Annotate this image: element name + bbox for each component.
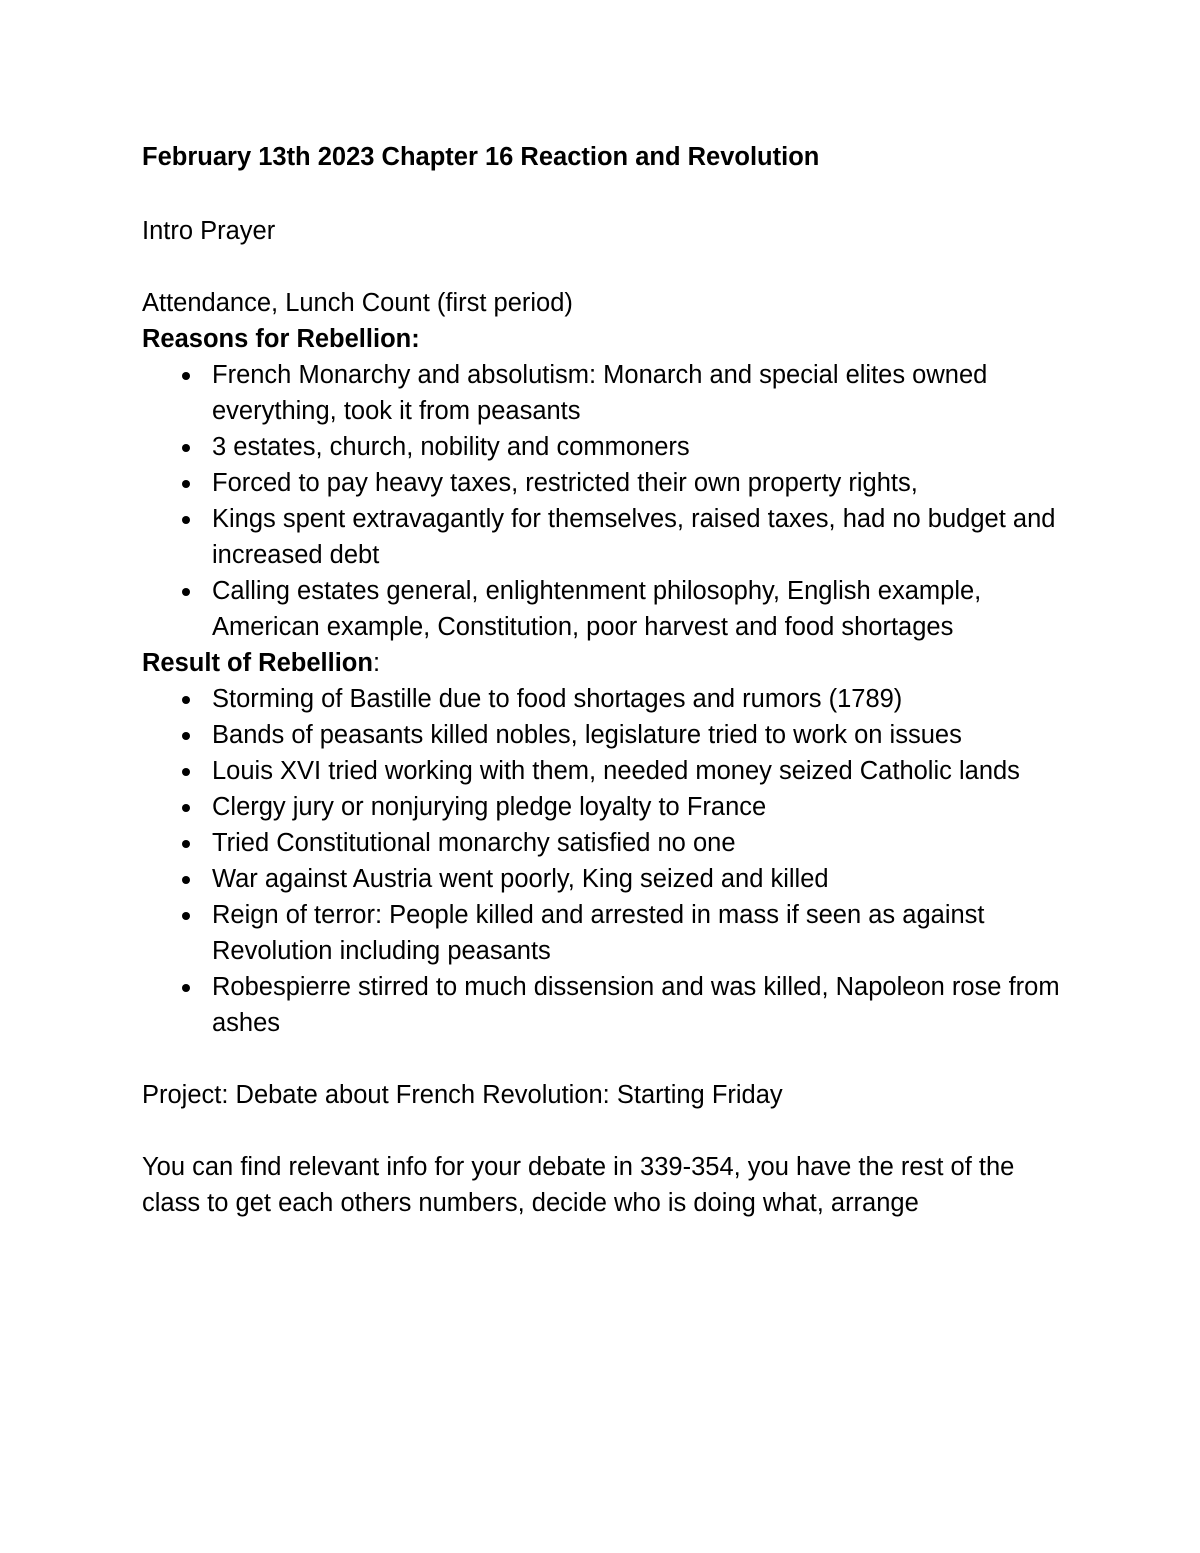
bullet-icon: [182, 588, 190, 596]
bullet-icon: [182, 696, 190, 704]
list-item: [142, 897, 1062, 969]
list-item-text: Clergy jury or nonjurying pledge loyalty to France: [212, 793, 767, 821]
list-item-text: Kings spent extravagantly for themselves, raised taxes, had no budget and increased debt: [212, 505, 1056, 569]
bullet-icon: [182, 480, 190, 488]
reasons-list: [142, 357, 1062, 645]
list-item: [142, 717, 1062, 753]
list-item: [142, 753, 1062, 789]
list-item: [142, 681, 1062, 717]
bullet-icon: [182, 984, 190, 992]
list-item-text: Forced to pay heavy taxes, restricted their own property rights,: [212, 469, 918, 497]
list-item-text: Louis XVI tried working with them, needed money seized Catholic lands: [212, 757, 1020, 785]
results-heading-text: Result of Rebellion: [142, 649, 373, 677]
closing-paragraph: You can find relevant info for your debate in 339-354, you have the rest of the class to get each others numbers, decide who is doing what, arrange: [142, 1153, 1015, 1217]
list-item: [142, 825, 1062, 861]
list-item: [142, 465, 1062, 501]
project-line: Project: Debate about French Revolution: Starting Friday: [142, 1081, 783, 1109]
intro-line: Intro Prayer: [142, 217, 276, 245]
list-item: [142, 357, 1062, 429]
bullet-icon: [182, 876, 190, 884]
list-item: [142, 861, 1062, 897]
reasons-heading: Reasons for Rebellion:: [142, 325, 420, 353]
bullet-icon: [182, 444, 190, 452]
list-item-text: Calling estates general, enlightenment philosophy, English example, American example, Constitution, poor harvest and food shortages: [212, 577, 982, 641]
list-item-text: Robespierre stirred to much dissension and was killed, Napoleon rose from ashes: [212, 973, 1060, 1037]
list-item-text: War against Austria went poorly, King seized and killed: [212, 865, 829, 893]
list-item-text: Tried Constitutional monarchy satisfied no one: [212, 829, 736, 857]
results-heading: [142, 645, 1062, 681]
document-page: [142, 139, 1062, 1221]
list-item: [142, 573, 1062, 645]
results-heading-colon: :: [372, 649, 381, 677]
list-item: [142, 969, 1062, 1041]
list-item-text: Reign of terror: People killed and arrested in mass if seen as against Revolution including peasants: [212, 901, 985, 965]
list-item-text: Storming of Bastille due to food shortages and rumors (1789): [212, 685, 903, 713]
list-item: [142, 429, 1062, 465]
bullet-icon: [182, 732, 190, 740]
bullet-icon: [182, 804, 190, 812]
bullet-icon: [182, 912, 190, 920]
document-title: February 13th 2023 Chapter 16 Reaction and Revolution: [142, 143, 820, 171]
bullet-icon: [182, 372, 190, 380]
attendance-line: Attendance, Lunch Count (first period): [142, 289, 573, 317]
list-item-text: French Monarchy and absolutism: Monarch and special elites owned everything, took it from peasants: [212, 361, 988, 425]
list-item: [142, 501, 1062, 573]
bullet-icon: [182, 840, 190, 848]
results-list: [142, 681, 1062, 1041]
bullet-icon: [182, 768, 190, 776]
bullet-icon: [182, 516, 190, 524]
list-item-text: 3 estates, church, nobility and commoners: [212, 433, 690, 461]
list-item: [142, 789, 1062, 825]
list-item-text: Bands of peasants killed nobles, legislature tried to work on issues: [212, 721, 962, 749]
